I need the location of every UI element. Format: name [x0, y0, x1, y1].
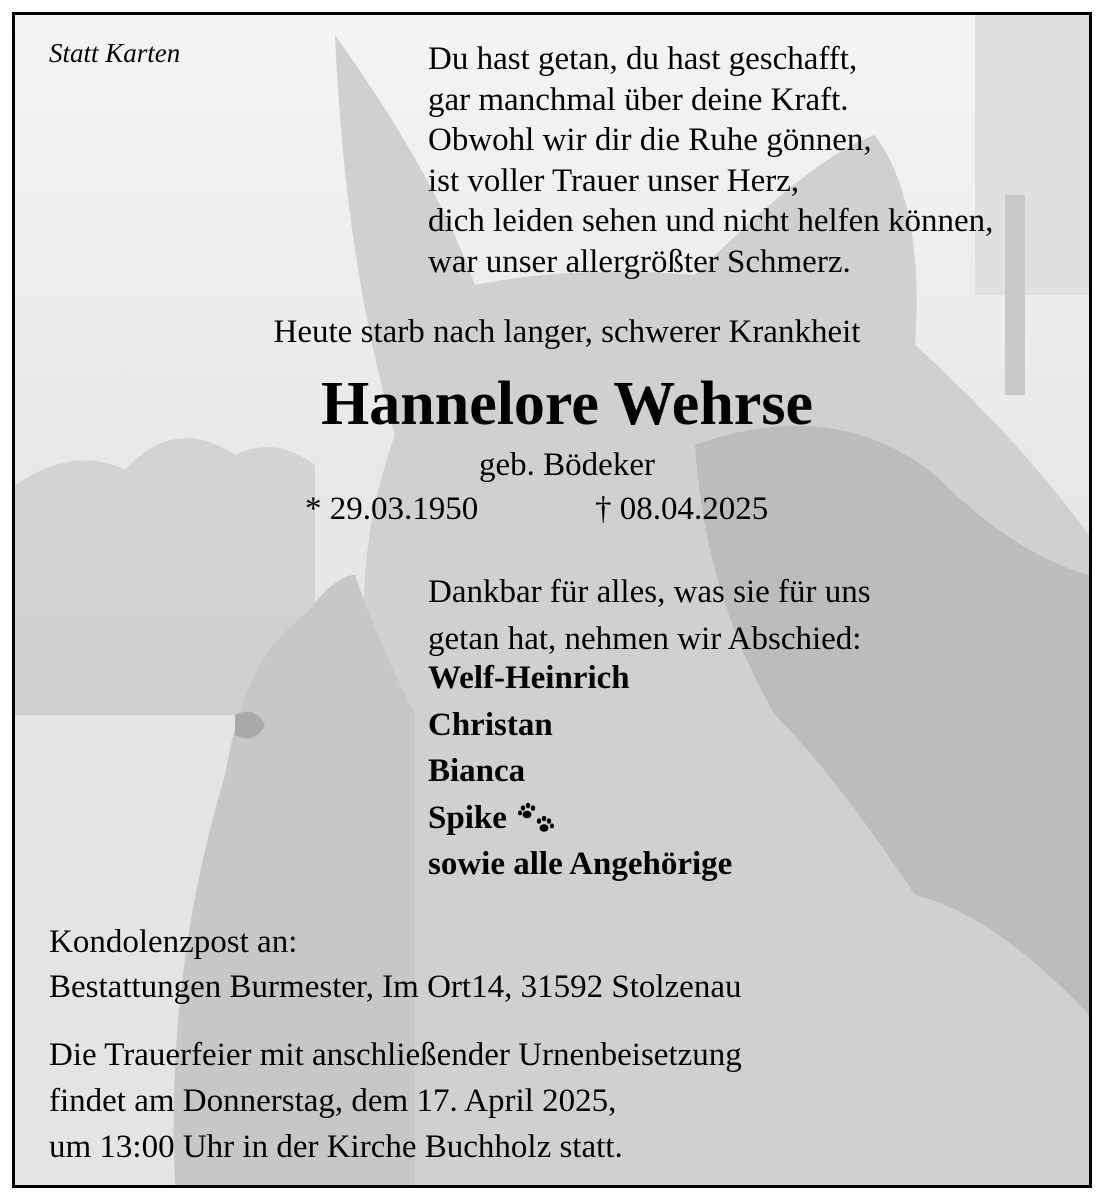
mourners-list — [428, 655, 732, 888]
mourner-name: Spike — [428, 799, 507, 836]
condolence-address — [49, 920, 741, 1010]
ceremony-info — [49, 1032, 742, 1170]
ceremony-line: Die Trauerfeier mit anschließender Urnenbeisetzung — [49, 1037, 742, 1073]
statt-karten-label: Statt Karten — [49, 38, 181, 68]
obituary-notice — [12, 12, 1092, 1188]
condolence-line: Kondolenzpost an: — [49, 924, 298, 960]
paw-prints-icon — [515, 802, 555, 838]
mourner-name: Christan — [428, 706, 553, 743]
poem — [428, 39, 993, 282]
birth-name: geb. Bödeker — [479, 447, 655, 483]
poem-line: Obwohl wir dir die Ruhe gönnen, — [428, 122, 872, 158]
poem-line: war unser allergrößter Schmerz. — [428, 243, 851, 280]
ceremony-line: um 13:00 Uhr in der Kirche Buchholz statt. — [49, 1129, 623, 1165]
mourner-name: sowie alle Angehörige — [428, 846, 733, 882]
death-intro: Heute starb nach langer, schwerer Krankheit — [273, 314, 861, 350]
poem-line: gar manchmal über deine Kraft. — [428, 81, 849, 118]
death-date: † 08.04.2025 — [595, 491, 769, 527]
condolence-line: Bestattungen Burmester, Im Ort14, 31592 Stolzenau — [49, 969, 742, 1005]
thanks-line: getan hat, nehmen wir Abschied: — [428, 621, 862, 657]
mourner-spike — [428, 795, 732, 842]
birth-date: * 29.03.1950 — [305, 491, 479, 527]
thanks-line: Dankbar für alles, was sie für uns — [428, 574, 871, 610]
poem-line: dich leiden sehen und nicht helfen können, — [428, 203, 994, 239]
mourner-name: Bianca — [428, 753, 526, 789]
thanks-text — [428, 569, 871, 663]
ceremony-line: findet am Donnerstag, dem 17. April 2025, — [49, 1083, 617, 1119]
mourner-name: Welf-Heinrich — [428, 660, 630, 696]
poem-line: Du hast getan, du hast geschafft, — [428, 41, 858, 77]
deceased-name: Hannelore Wehrse — [321, 370, 813, 438]
poem-line: ist voller Trauer unser Herz, — [428, 162, 800, 199]
